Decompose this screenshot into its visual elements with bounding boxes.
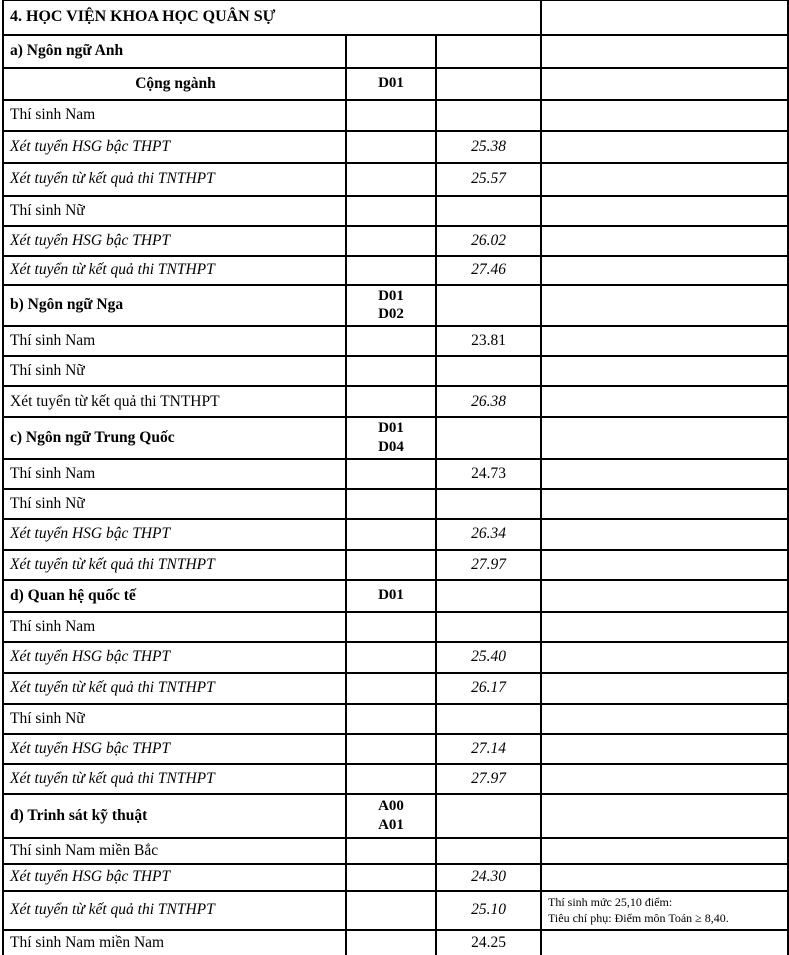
row-label-cell: Xét tuyển từ kết quả thi TNTHPT <box>3 764 346 794</box>
score-cell: 27.14 <box>436 734 541 764</box>
code-cell <box>346 386 436 417</box>
score-cell <box>436 35 541 68</box>
note-cell <box>541 580 788 612</box>
score-cell: 27.46 <box>436 256 541 285</box>
table-row <box>3 68 788 100</box>
code-cell <box>346 356 436 386</box>
table-row <box>3 891 788 931</box>
table-row <box>3 256 788 285</box>
table-row <box>3 489 788 519</box>
note-cell <box>541 1 788 35</box>
code-cell <box>346 35 436 68</box>
score-cell: 23.81 <box>436 326 541 356</box>
score-cell <box>436 196 541 226</box>
section-title-cell: 4. HỌC VIỆN KHOA HỌC QUÂN SỰ <box>3 1 541 35</box>
table-row <box>3 930 788 955</box>
score-cell: 26.17 <box>436 673 541 704</box>
note-line: Tiêu chí phụ: Điểm môn Toán ≥ 8,40. <box>548 911 729 926</box>
row-label-cell: Xét tuyển HSG bậc THPT <box>3 734 346 764</box>
row-label-cell: Xét tuyển HSG bậc THPT <box>3 519 346 550</box>
code-cell <box>346 417 436 459</box>
major-label-cell: a) Ngôn ngữ Anh <box>3 35 346 68</box>
major-row <box>3 794 788 838</box>
note-cell <box>541 930 788 955</box>
code-cell <box>346 612 436 642</box>
code-cell <box>346 100 436 131</box>
row-label-cell: Xét tuyển từ kết quả thi TNTHPT <box>3 163 346 196</box>
row-label-cell: Thí sinh Nam miền Bắc <box>3 838 346 864</box>
code-cell <box>346 550 436 580</box>
code-cell <box>346 891 436 931</box>
note-cell <box>541 519 788 550</box>
table-row <box>3 734 788 764</box>
row-label-cell: Xét tuyển HSG bậc THPT <box>3 864 346 891</box>
score-cell <box>436 417 541 459</box>
note-cell <box>541 673 788 704</box>
note-cell <box>541 100 788 131</box>
code-cell: D01 <box>346 68 436 100</box>
code-cell <box>346 930 436 955</box>
row-label-cell: Thí sinh Nữ <box>3 704 346 734</box>
table-row <box>3 131 788 163</box>
score-cell: 27.97 <box>436 550 541 580</box>
note-cell <box>541 734 788 764</box>
code-line: A01 <box>378 816 404 833</box>
note-cell <box>541 891 788 931</box>
score-cell: 25.40 <box>436 642 541 673</box>
code-cell <box>346 642 436 673</box>
row-label-cell: Cộng ngành <box>3 68 346 100</box>
row-label-cell: Xét tuyển HSG bậc THPT <box>3 642 346 673</box>
note-cell <box>541 326 788 356</box>
major-label-cell: c) Ngôn ngữ Trung Quốc <box>3 417 346 459</box>
table-row <box>3 163 788 196</box>
code-cell <box>346 704 436 734</box>
note-cell <box>541 68 788 100</box>
row-label-cell: Thí sinh Nam miền Nam <box>3 930 346 955</box>
score-cell <box>436 704 541 734</box>
score-cell <box>436 489 541 519</box>
score-cell: 27.97 <box>436 764 541 794</box>
note-cell <box>541 35 788 68</box>
code-line: D04 <box>378 438 404 455</box>
note-cell <box>541 642 788 673</box>
code-line: D01 <box>378 287 404 304</box>
table-row <box>3 704 788 734</box>
row-label-cell: Thí sinh Nam <box>3 326 346 356</box>
score-cell <box>436 580 541 612</box>
major-row <box>3 580 788 612</box>
section-title-row <box>3 1 788 35</box>
code-line: A00 <box>378 797 404 814</box>
table-row <box>3 864 788 891</box>
table-row <box>3 326 788 356</box>
major-label-cell: b) Ngôn ngữ Nga <box>3 285 346 327</box>
row-label-cell: Xét tuyển từ kết quả thi TNTHPT <box>3 256 346 285</box>
code-cell <box>346 673 436 704</box>
table-row <box>3 673 788 704</box>
admission-scores-table <box>2 0 789 955</box>
row-label-cell: Thí sinh Nam <box>3 612 346 642</box>
code-cell <box>346 864 436 891</box>
code-line: D02 <box>378 306 404 323</box>
score-cell: 24.73 <box>436 459 541 489</box>
table-row <box>3 612 788 642</box>
note-cell <box>541 489 788 519</box>
row-label-cell: Xét tuyển từ kết quả thi TNTHPT <box>3 386 346 417</box>
row-label-cell: Thí sinh Nữ <box>3 489 346 519</box>
code-cell <box>346 838 436 864</box>
code-cell <box>346 764 436 794</box>
table-row <box>3 519 788 550</box>
score-cell: 25.10 <box>436 891 541 931</box>
table-row <box>3 100 788 131</box>
note-cell <box>541 459 788 489</box>
code-cell <box>346 163 436 196</box>
note-cell <box>541 794 788 838</box>
score-cell: 25.38 <box>436 131 541 163</box>
note-cell <box>541 864 788 891</box>
row-label-cell: Xét tuyển HSG bậc THPT <box>3 131 346 163</box>
row-label-cell: Thí sinh Nam <box>3 100 346 131</box>
note-cell <box>541 131 788 163</box>
table-row <box>3 356 788 386</box>
row-label-cell: Xét tuyển HSG bậc THPT <box>3 226 346 256</box>
note-cell <box>541 256 788 285</box>
note-cell <box>541 163 788 196</box>
note-cell <box>541 196 788 226</box>
note-cell <box>541 704 788 734</box>
score-cell <box>436 100 541 131</box>
code-cell <box>346 734 436 764</box>
major-row <box>3 285 788 327</box>
note-cell <box>541 386 788 417</box>
note-cell <box>541 226 788 256</box>
major-row <box>3 35 788 68</box>
table-row <box>3 764 788 794</box>
score-cell <box>436 68 541 100</box>
table-row <box>3 459 788 489</box>
note-cell <box>541 612 788 642</box>
code-line: D01 <box>378 420 404 436</box>
table-row <box>3 642 788 673</box>
code-cell <box>346 131 436 163</box>
code-cell <box>346 285 436 327</box>
table-row <box>3 386 788 417</box>
code-cell <box>346 226 436 256</box>
score-cell: 24.25 <box>436 930 541 955</box>
table-row <box>3 550 788 580</box>
code-cell <box>346 519 436 550</box>
table-row <box>3 226 788 256</box>
note-cell <box>541 356 788 386</box>
row-label-cell: Xét tuyển từ kết quả thi TNTHPT <box>3 891 346 931</box>
score-cell <box>436 356 541 386</box>
code-cell <box>346 459 436 489</box>
code-cell <box>346 489 436 519</box>
score-cell: 24.30 <box>436 864 541 891</box>
row-label-cell: Thí sinh Nữ <box>3 196 346 226</box>
note-line: Thí sinh mức 25,10 điểm: <box>548 894 673 909</box>
code-cell <box>346 196 436 226</box>
note-cell <box>541 417 788 459</box>
code-cell <box>346 256 436 285</box>
note-cell <box>541 838 788 864</box>
score-cell: 26.34 <box>436 519 541 550</box>
row-label-cell: Thí sinh Nam <box>3 459 346 489</box>
score-cell: 26.02 <box>436 226 541 256</box>
major-label-cell: đ) Trinh sát kỹ thuật <box>3 794 346 838</box>
row-label-cell: Xét tuyển từ kết quả thi TNTHPT <box>3 673 346 704</box>
major-label-cell: d) Quan hệ quốc tế <box>3 580 346 612</box>
code-cell: D01 <box>346 580 436 612</box>
major-row <box>3 417 788 459</box>
score-cell <box>436 612 541 642</box>
score-cell <box>436 794 541 838</box>
code-cell <box>346 794 436 838</box>
score-cell: 26.38 <box>436 386 541 417</box>
note-cell <box>541 550 788 580</box>
score-cell <box>436 285 541 327</box>
table-row <box>3 196 788 226</box>
score-cell <box>436 838 541 864</box>
row-label-cell: Xét tuyển từ kết quả thi TNTHPT <box>3 550 346 580</box>
note-cell <box>541 285 788 327</box>
table-row <box>3 838 788 864</box>
row-label-cell: Thí sinh Nữ <box>3 356 346 386</box>
note-cell <box>541 764 788 794</box>
code-cell <box>346 326 436 356</box>
score-cell: 25.57 <box>436 163 541 196</box>
